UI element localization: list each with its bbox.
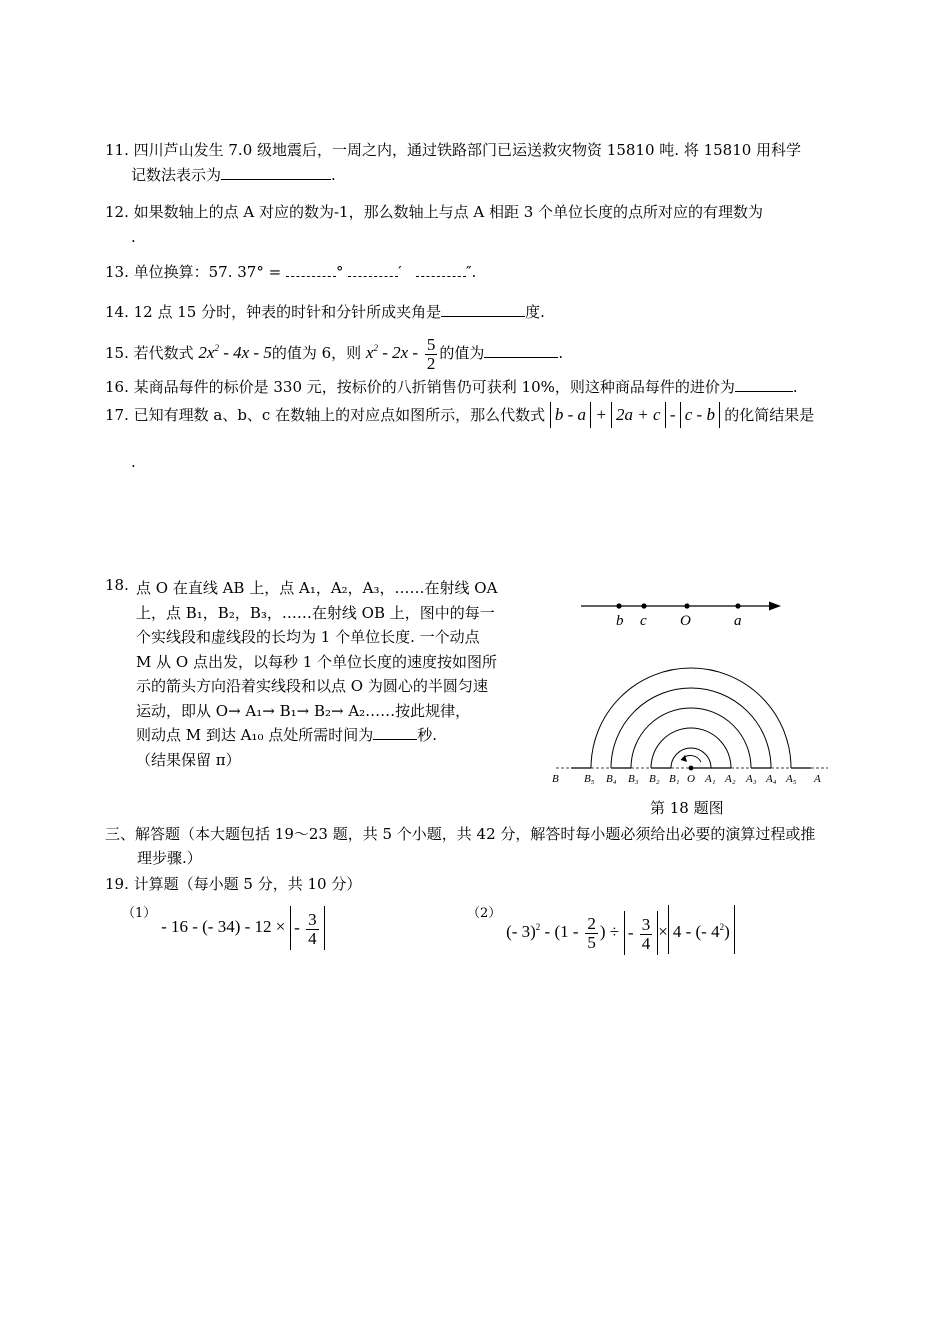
- answer-blank-14[interactable]: [441, 302, 525, 317]
- q13-sec: ″.: [465, 263, 477, 281]
- question-13: [105, 262, 476, 282]
- answer-blank-13-min[interactable]: [348, 262, 398, 277]
- question-11-line1: 11. 四川芦山发生 7.0 级地震后，一周之内，通过铁路部门已运送救灾物资 15810 吨. 将 15810 用科学: [105, 141, 802, 159]
- point-c: [641, 603, 646, 608]
- answer-blank-18[interactable]: [373, 725, 417, 740]
- q13-deg: °: [335, 263, 344, 281]
- label-B5: B₅: [584, 773, 595, 785]
- q19-part-1-expr: - 16 - (- 34) - 12 ×: [161, 917, 286, 936]
- question-12-line1: 12. 如果数轴上的点 A 对应的数为-1，那么数轴上与点 A 相距 3 个单位长度的点所对应的有理数为: [105, 203, 764, 221]
- answer-blank-13-deg[interactable]: [286, 262, 336, 277]
- figure-caption: 第 18 题图: [650, 799, 724, 817]
- point-b: [616, 603, 621, 608]
- question-14: [105, 302, 545, 322]
- label-A1: A₁: [705, 773, 716, 785]
- label-A2: A₂: [725, 773, 736, 785]
- q17-end: 的化简结果是: [724, 406, 815, 424]
- question-12-line2: .: [131, 228, 136, 246]
- question-15: [105, 330, 563, 372]
- label-A: A: [814, 773, 821, 785]
- q19-part-2-abs1: - $\frac{3}{4}$: [624, 911, 658, 955]
- q19-part-1: [122, 905, 325, 950]
- q11-prefix: 记数法表示为: [131, 166, 222, 184]
- section-3-heading-line1: 三、解答题（本大题包括 19～23 题，共 5 个小题，共 42 分，解答时每小题必须给出必要的演算过程或推: [105, 825, 816, 843]
- label-o: O: [680, 613, 691, 629]
- point-o: [684, 603, 689, 608]
- number-line-figure: [575, 592, 790, 632]
- semicircle-1: [671, 748, 711, 768]
- label-A5: A₅: [786, 773, 797, 785]
- question-17-line1: [105, 402, 814, 428]
- question-18-number: 18.: [105, 576, 129, 594]
- q13-prefix: 13. 单位换算：57. 37° =: [105, 263, 282, 281]
- figure-labels: [552, 773, 821, 785]
- q18-line-1: 点 O 在直线 AB 上，点 A₁，A₂，A₃，……在射线 OA: [136, 579, 498, 597]
- question-16: [105, 377, 798, 397]
- q15-mid: 的值为 6，则: [271, 344, 362, 362]
- q19-part-2-label: （2）: [467, 906, 502, 921]
- q19-part-2: [467, 905, 735, 955]
- q18-line-6: 运动，即从 O→ A₁→ B₁→ B₂→ A₂……按此规律，: [136, 701, 471, 720]
- q11-suffix: .: [331, 166, 336, 184]
- question-18-body: [136, 576, 497, 772]
- q19-part-2-frac1: $\frac{2}{5}$: [587, 913, 596, 952]
- answer-blank-11[interactable]: [221, 165, 331, 180]
- q16-suffix: .: [792, 378, 798, 396]
- q18-line-3: 个实线段和虚线段的长均为 1 个单位长度. 一个动点: [136, 628, 480, 646]
- q16-text: 16. 某商品每件的标价是 330 元，按标价的八折销售仍可获利 10%，则这种商品每件的进价为: [105, 378, 735, 396]
- answer-blank-13-sec[interactable]: [416, 262, 466, 277]
- label-B: B: [552, 773, 559, 785]
- q18-line-7: 则动点 M 到达 A₁₀ 点处所需时间为 秒.: [136, 726, 438, 744]
- q18-line-8: （结果保留 π）: [136, 750, 241, 769]
- arrow-right-icon: [769, 602, 781, 611]
- question-19-title: 19. 计算题（每小题 5 分，共 10 分）: [105, 875, 362, 893]
- label-A4: A₄: [766, 773, 777, 785]
- q18-line-4: M 从 O 点出发，以每秒 1 个单位长度的速度按如图所: [136, 652, 498, 671]
- q18-line-2: 上，点 B₁，B₂，B₃，……在射线 OB 上，图中的每一: [136, 603, 495, 622]
- semicircle-5: [591, 668, 791, 768]
- point-origin: [689, 766, 694, 771]
- q19-part-1-abs: - $\frac{3}{4}$: [290, 906, 324, 950]
- q15-expr1: $2x^2 - 4x - 5$: [198, 343, 272, 362]
- q14-prefix: 14. 12 点 15 分时，钟表的时针和分针所成夹角是: [105, 303, 442, 321]
- q19-part-2-times: ×: [658, 922, 668, 941]
- question-17-line2: .: [131, 453, 136, 471]
- q19-part-1-label: （1）: [122, 906, 157, 921]
- label-B1: B₁: [669, 773, 680, 785]
- q15-expr2: $x^2 - 2x$ -: [365, 343, 419, 362]
- q19-part-2-expr: (- 3)$^2$ - (1 -: [506, 922, 579, 941]
- q15-suffix: .: [558, 344, 564, 362]
- q15-end: 的值为: [439, 344, 485, 362]
- label-a: a: [734, 613, 742, 629]
- question-11-line2: [131, 165, 336, 185]
- section-3-heading-line2: 理步骤.）: [137, 849, 202, 867]
- q14-suffix: 度.: [525, 303, 545, 321]
- q18-line-5: 示的箭头方向沿着实线段和以点 O 为圆心的半圆匀速: [136, 677, 488, 695]
- q15-prefix: 15. 若代数式: [105, 344, 194, 362]
- label-O: O: [687, 773, 695, 785]
- answer-blank-15[interactable]: [484, 343, 558, 358]
- point-a: [735, 603, 740, 608]
- q19-part-2-abs2: 4 - (- $4^2$): [668, 905, 735, 954]
- q17-prefix: 17. 已知有理数 a、b、c 在数轴上的对应点如图所示，那么代数式: [105, 406, 546, 424]
- label-B3: B₃: [628, 773, 639, 785]
- q19-part-2-div: ) ÷: [599, 922, 620, 941]
- label-A3: A₃: [746, 773, 757, 785]
- q15-fraction: $\frac{5}{2}$: [426, 334, 436, 373]
- q17-expression: b - a + 2a + c - c - b: [550, 405, 724, 424]
- answer-blank-16[interactable]: [735, 377, 793, 392]
- label-b: b: [616, 613, 624, 629]
- label-B4: B₄: [606, 773, 617, 785]
- semicircle-figure: [548, 662, 838, 787]
- semicircle-3: [631, 708, 751, 768]
- label-B2: B₂: [649, 773, 660, 785]
- q13-min: ′: [398, 263, 402, 281]
- label-c: c: [640, 613, 647, 629]
